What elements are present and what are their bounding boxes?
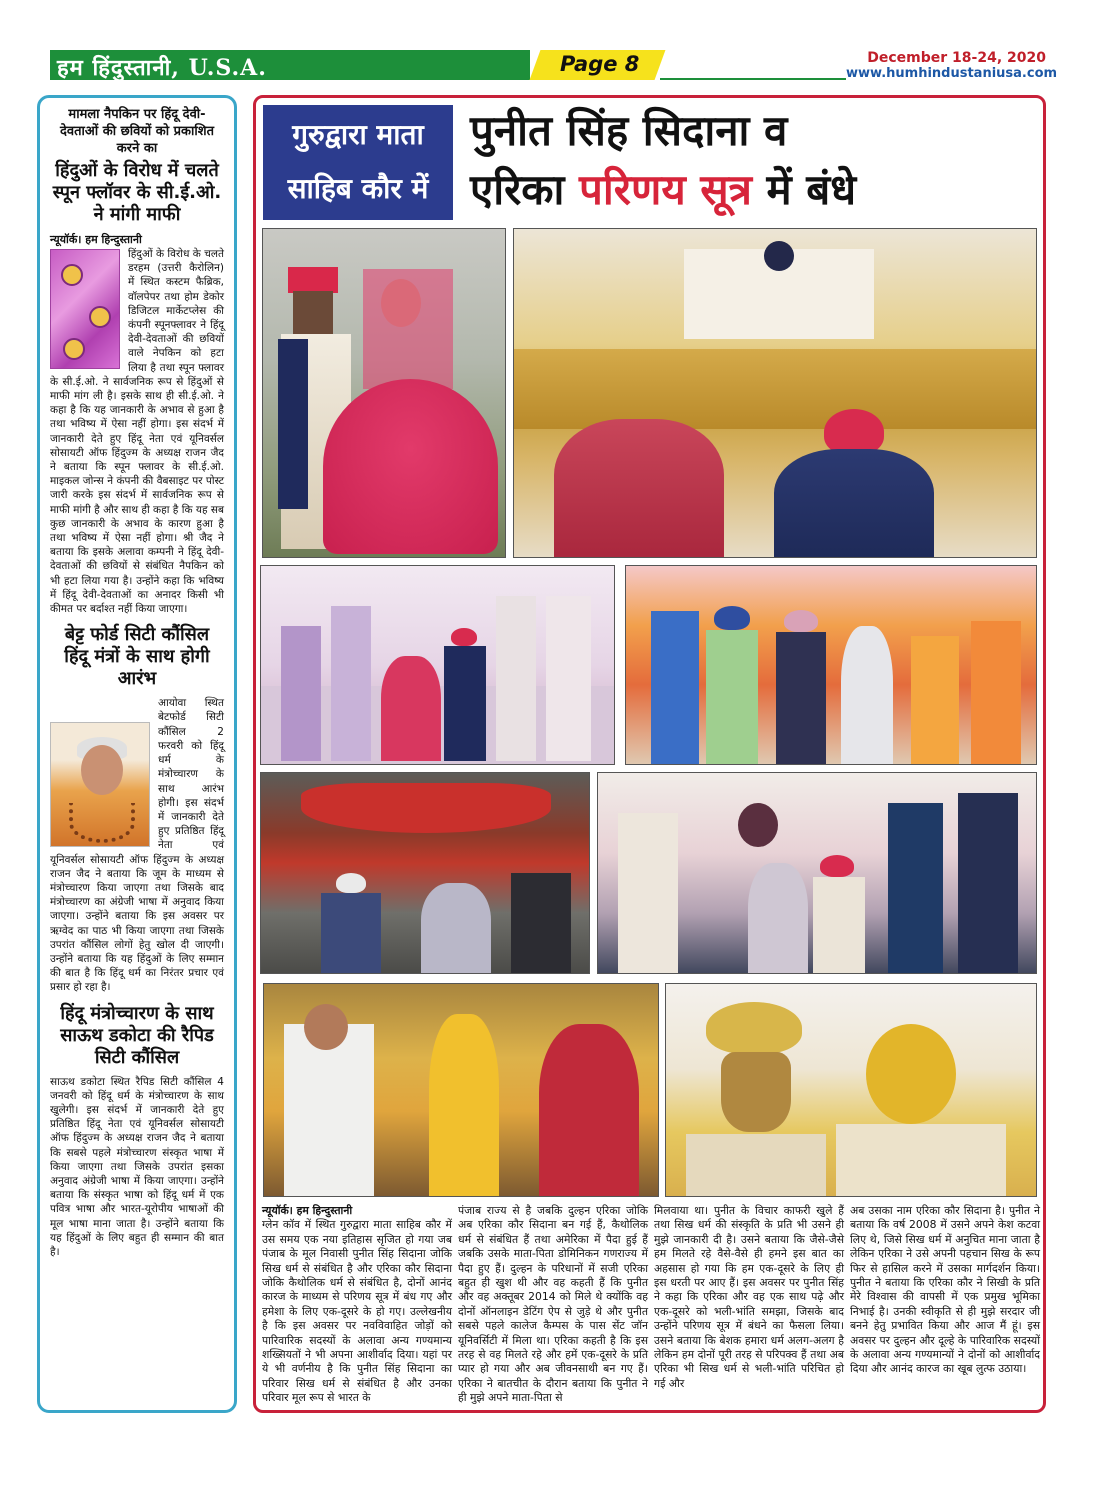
guest-outfit [651, 611, 699, 765]
article-column-3: मिलवाया था। पुनीत के विचार काफरी खुले हैं तथा सिख धर्म की संस्कृति के प्रति भी उसने ही मुझे जानकारी दी है। उसने बताया कि जैसे-जैसे हम मिलते रहे वैसे-वैसे ही हमने इस बात का अहसास हो गया कि हम एक-दूसरे के लिए ही इस धरती पर आए हैं। इस अवसर पर पुनीत सिंह ने कहा कि एरिका और वह एक साथ पढ़े और एक-दूसरे को भली-भांति समझा, जिसके बाद उन्होंने परिणय सूत्र में बंधने का फैसला लिया। उसने बताया कि बेशक हमारा धर्म अलग-अलग है लेकिन हम दोनों पूरी तरह से परिपक्व हैं तथा अब एरिका भी सिख धर्म से भली-भांति परिचित हो गई और [654, 1204, 844, 1390]
red-canopy [301, 783, 551, 833]
reception-entry-photo [260, 772, 590, 974]
bride-outfit [748, 863, 808, 974]
guest-outfit [539, 1024, 639, 1197]
haldi-ceremony-photo-1 [263, 983, 659, 1197]
family-group-photo-1 [260, 565, 615, 765]
groom-turban [706, 1002, 802, 1054]
bride-back [554, 419, 724, 558]
guest-turban [714, 606, 750, 630]
guest-outfit [284, 1024, 374, 1197]
article-column-1-text: ग्लेन कॉव में स्थित गुरुद्वारा माता साहिब कौर में उस समय एक नया इतिहास सृजित हो गया जब पंजाब के मूल निवासी पुनीत सिंह सिदाना जोकि सिख धर्म से संबंधित है और एरिका कौर सिदाना जोकि कैथोलिक धर्म से संबंधित है, दोनों आनंद कारज के माध्यम से परिणय सूत्र में बंध गए और हमेशा के लिए एक-दूसरे के हो गए। उल्लेखनीय है कि इस अवसर पर नवविवाहित जोड़ों को पारिवारिक सदस्यों के अलावा अन्य गण्यमान्य शख्सियतों ने भी अपना आशीर्वाद दिया। यहां पर ये भी वर्णनीय है कि पुनीत सिंह सिदाना का परिवार सिख धर्म से संबंधित है और उनका परिवार मूल रूप से भारत के [262, 1218, 452, 1405]
story2-body-text: आयोवा स्थित बेटफोर्ड सिटी कौंसिल 2 फरवरी को हिंदू धर्म के मंत्रोच्चारण के साथ आरंभ होगी। इस संदर्भ में जानकारी देते हुए प्रतिष्ठित हिंदू नेता एवं यूनिवर्सल सोसायटी ऑफ हिंदुज्म के अध्यक्ष राजन जैद ने बताया कि जूम के माध्यम से मंत्रोच्चारण किया जाएगा तथा जिसके बाद मंत्रोच्चारण का अंग्रेजी भाषा में अनुवाद किया जाएगा। उन्होंने बताया कि इस अवसर पर ऋग्वेद का पाठ भी किया जाएगा तथा जिसके उपरांत कौंसिल लोगों हेतु खोल दी जाएगी। उन्होंने बताया कि यह हिंदुओं के लिए सम्मान की बात है कि हिंदू धर्म का निरंतर प्रचार एवं प्रसार हो रहा है। [50, 697, 224, 994]
story1-headline: हिंदुओं के विरोध में चलते स्पून फ्लॉवर के सी.ई.ओ. ने मांगी माफी [52, 160, 222, 225]
groom-outfit [813, 877, 865, 974]
guest-outfit [888, 803, 943, 974]
gurdwara-ceremony-photo [513, 228, 1037, 558]
couple-portrait-photo [262, 228, 506, 558]
bride-outfit [421, 883, 491, 974]
groom-back [774, 449, 934, 558]
portrait-face [81, 745, 123, 795]
family-group-photo-3 [597, 772, 1037, 974]
article-column-4: अब उसका नाम एरिका कौर सिदाना है। पुनीत ने बताया कि वर्ष 2008 में उसने अपने केश कटवा लिए थे, जिसे सिख धर्म में अनुचित माना जाता है लेकिन एरिका ने उसे अपनी पहचान सिख के रूप फिर से हासिल करने में उसका मार्गदर्शन किया। पुनीत ने बताया कि एरिका कौर ने सिखी के प्रति मेरे विश्वास की वापसी में एक प्रमुख भूमिका निभाई है। उनकी स्वीकृति से ही मुझे सरदार जी बनने हेतु प्रभावित किया और आज मैं हूं। इस अवसर पर दुल्हन और दूल्हे के पारिवारिक सदस्यों के अलावा अन्य गण्यमान्यों ने दोनों को आशीर्वाद दिया और आनंद कारज का खूब लुत्फ उठाया। [850, 1204, 1040, 1376]
rajan-zed-photo [50, 722, 150, 847]
article-column-2: पंजाब राज्य से है जबकि दुल्हन एरिका जोकि अब एरिका कौर सिदाना बन गई हैं, कैथोलिक धर्म से संबंधित हैं तथा अमेरिका में पैदा हुई हैं जबकि उसके माता-पिता डोमिनिकन गणराज्य में पैदा हुए हैं। दुल्हन के परिधानों में सजी एरिका बहुत ही खुश थी और वह कहती हैं कि पुनीत और वह अक्तूबर 2014 को मिले थे क्योंकि वह दोनों ऑनलाइन डेटिंग ऐप से जुड़े थे और पुनीत सबसे पहले कालेज कैम्पस के पास सेंट जॉन यूनिवर्सिटी में मिला था। एरिका कहती है कि इस तरह से वह मिलते रहे और हमें एक-दूसरे के प्रति प्यार हो गया और अब जीवनसाथी बन गए हैं। एरिका ने बातचीत के दौरान बताया कि पुनीत ने ही मुझे अपने माता-पिता से [458, 1204, 648, 1405]
website-link[interactable]: www.humhindustaniusa.com [846, 66, 1058, 81]
guest-outfit [971, 621, 1021, 765]
guest-outfit [281, 626, 321, 761]
guest-outfit [511, 873, 571, 974]
groom-shawl [278, 339, 308, 509]
groom-turban [336, 873, 366, 893]
bride-yellow-outfit [429, 1014, 499, 1197]
portrait-image [50, 722, 150, 847]
headline-line2 [470, 160, 1040, 220]
groom-turban [451, 628, 477, 646]
headline-highlight: परिणय सूत्र [579, 165, 752, 214]
story3-body: साऊथ डकोटा स्थित रैपिड सिटी कौंसिल 4 जनवरी को हिंदू धर्म के मंत्रोच्चारण के साथ खुलेगी। इस संदर्भ में जानकारी देते हुए प्रतिष्ठित हिंदू नेता एवं यूनिवर्सल सोसायटी ऑफ हिंदुज्म के अध्यक्ष राजन जैद ने बताया कि सबसे पहले मंत्रोच्चारण संस्कृत भाषा में किया जाएगा तथा जिसके उपरांत इसका अनुवाद अंग्रेजी भाषा में किया जाएगा। उन्होंने बताया कि संस्कृत भाषा को हिंदू धर्म में एक पवित्र भाषा और भारत-यूरोपीय भाषाओं की मूल भाषा माना जाता है। उन्होंने बताया कि यह हिंदुओं के लिए बहुत ही सम्मान की बात है। [50, 1075, 224, 1258]
guest-outfit [958, 793, 1018, 974]
bride-outfit [381, 656, 441, 761]
story1-body-text: हिंदुओं के विरोध के चलते डरहम (उत्तरी कैरोलिन) में स्थित कस्टम फैब्रिक, वॉलपेपर तथा होम डेकोर डिजिटल मार्केटप्लेस की कंपनी स्पूनफ्लावर ने हिंदू देवी-देवताओं की छवियों वाले नेपकिन को हटा लिया है तथा स्पून फ्लावर के सी.ई.ओ. ने सार्वजनिक रूप से हिंदुओं से माफी मांग ली है। इसके साथ ही सी.ई.ओ. ने कहा है कि यह जानकारी के अभाव से हुआ है तथा भविष्य में ऐसा नहीं होगा। इस संदर्भ में जानकारी देते हुए हिंदू नेता एवं यूनिवर्सल सोसायटी ऑफ हिंदुज्म के अध्यक्ष राजन जैद ने बताया कि स्पून फ्लावर के सी.ई.ओ. माइकल जोन्स ने कंपनी की वैबसाइट पर पोस्ट जारी करके इस संदर्भ में सार्वजनिक रूप से माफी मांगी है और साथ ही कहा है कि यह सब कुछ जानकारी के अभाव के कारण हुआ है तथा भविष्य में ऐसा नहीं होगा। श्री जैद ने बताया कि इसके अलावा कम्पनी ने हिंदू देवी-देवताओं की छवियों से संबंधित नैपकिन को भी हटा लिया गया है। उन्होंने कहा कि भविष्य में हिंदू देवी-देवताओं का अनादर किसी भी कीमत पर बर्दाश्त नहीं किया जाएगा। [50, 248, 224, 616]
story2-headline: बेट्ट फोर्ड सिटी कौंसिल हिंदू मंत्रों के साथ होगी आरंभ [64, 624, 210, 690]
guest-outfit [546, 596, 591, 761]
guest-outfit [321, 893, 381, 974]
masthead-title: हम हिंदुस्तानी, U.S.A. [57, 55, 267, 81]
page-number: Page 8 [560, 52, 640, 76]
guest-outfit [776, 632, 826, 765]
left-column [37, 95, 237, 1413]
groom-outfit [686, 1134, 826, 1197]
granthi-head [764, 241, 794, 271]
guest-outfit [496, 596, 536, 761]
haldi-ceremony-photo-2 [665, 983, 1037, 1197]
portrait-garland [69, 803, 135, 843]
groom-face-haldi [721, 1052, 791, 1132]
guest-outfit [706, 630, 758, 765]
bride-veil [363, 269, 453, 389]
story1-kicker: मामला नैपकिन पर हिंदू देवी-देवताओं की छवियों को प्रकाशित करने का [60, 107, 214, 156]
article-byline: न्यूयॉर्क। हम हिन्दुस्तानी [262, 1204, 353, 1217]
story1-byline: न्यूयॉर्क। हम हिन्दुस्तानी [50, 233, 142, 246]
guest-turban [784, 610, 818, 632]
groom-face [293, 291, 333, 337]
bride-outfit [841, 626, 893, 765]
deity-motif [61, 264, 83, 286]
napkin-image [50, 249, 120, 369]
family-group-photo-2 [625, 565, 1037, 765]
bride-outfit [836, 1124, 1006, 1197]
guest-outfit [618, 813, 678, 974]
deity-motif [63, 338, 85, 360]
deity-motif [89, 306, 111, 328]
bride-face-haldi [866, 1024, 956, 1124]
napkin-photo [50, 249, 120, 369]
guest-head [738, 803, 778, 847]
guest-outfit [911, 636, 959, 765]
story1-body [50, 247, 224, 616]
issue-date: December 18-24, 2020 [867, 50, 1046, 66]
guest-head [304, 1004, 348, 1050]
groom-turban [820, 855, 854, 877]
header-rule [660, 78, 846, 80]
story3-headline: हिंदू मंत्रोच्चारण के साथ साऊथ डकोटा की रैपिड सिटी कौंसिल [60, 1002, 214, 1068]
headline-part: में बंधे [751, 165, 857, 214]
article-column-1 [262, 1204, 452, 1406]
groom-outfit [444, 646, 486, 761]
headline-line1: पुनीत सिंह सिदाना व [470, 106, 788, 155]
headline-part: एरिका [470, 165, 580, 214]
turban-shape [288, 267, 338, 293]
guest-outfit [331, 606, 371, 761]
gold-railing [514, 349, 1037, 429]
label-box-text: गुरुद्वारा माता साहिब कौर में [287, 118, 429, 205]
bride-lehenga [323, 379, 498, 554]
story2-body [50, 696, 224, 994]
